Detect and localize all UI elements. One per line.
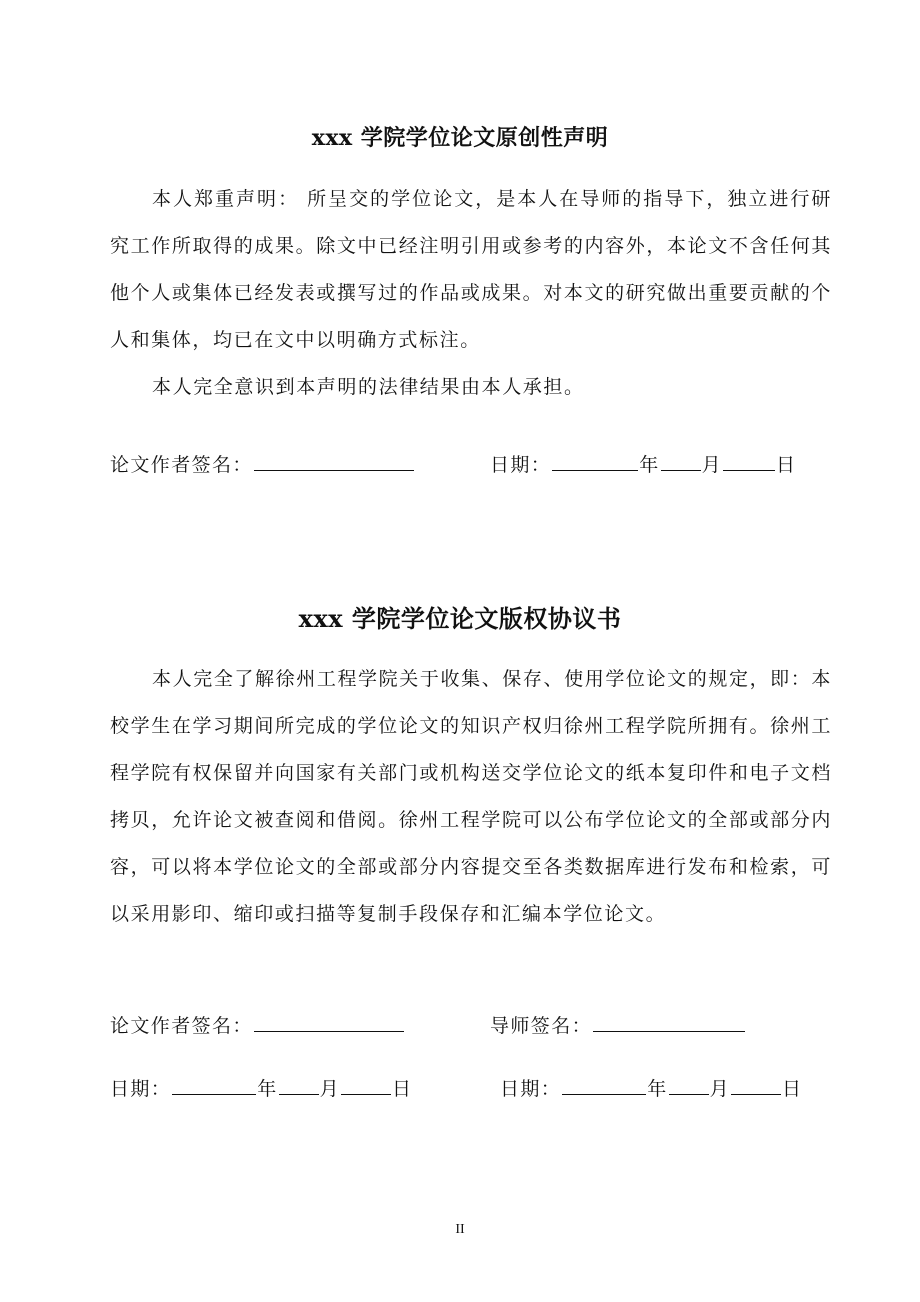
advisor-signature-field[interactable]	[593, 1013, 745, 1032]
author-signature-field[interactable]	[254, 452, 414, 471]
page-number: II	[455, 1222, 465, 1237]
date-label: 日期：	[490, 454, 552, 476]
statement-signature-row	[110, 452, 415, 477]
author-signature-label: 论文作者签名：	[110, 1015, 253, 1037]
agreement-author-date-row	[110, 1076, 412, 1101]
day-field[interactable]	[731, 1076, 781, 1095]
day-label: 日	[776, 454, 797, 476]
copyright-agreement-title: xxx 学院学位论文版权协议书	[298, 604, 622, 633]
copyright-agreement-paragraph: 本人完全了解徐州工程学院关于收集、保存、使用学位论文的规定，即：本校学生在学习期间所完成的学位论文的知识产权归徐州工程学院所拥有。徐州工程学院有权保留并向国家有关部门或机构送交学位论文的纸本复印件和电子文档拷贝，允许论文被查阅和借阅。徐州工程学院可以公布学位论文的全部或部分内容，可以将本学位论文的全部或部分内容提交至各类数据库进行发布和检索，可以采用影印、缩印或扫描等复制手段保存和汇编本学位论文。	[110, 668, 832, 925]
agreement-author-signature-row	[110, 1013, 405, 1038]
originality-statement-paragraph: 本人郑重声明： 所呈交的学位论文，是本人在导师的指导下，独立进行研究工作所取得的成果。除文中已经注明引用或参考的内容外，本论文不含任何其他个人或集体已经发表或撰写过的作品或成果。对本文的研究做出重要贡献的个人和集体，均已在文中以明确方式标注。	[110, 188, 832, 351]
year-label: 年	[639, 454, 660, 476]
year-field[interactable]	[172, 1076, 256, 1095]
month-label: 月	[319, 1078, 341, 1100]
day-field[interactable]	[723, 452, 775, 471]
year-label: 年	[647, 1078, 668, 1100]
author-signature-label: 论文作者签名：	[110, 454, 253, 476]
agreement-advisor-date-row	[500, 1076, 802, 1101]
year-label: 年	[257, 1078, 278, 1100]
author-signature-field[interactable]	[254, 1013, 404, 1032]
month-label: 月	[701, 454, 723, 476]
month-field[interactable]	[279, 1076, 319, 1095]
originality-statement-responsibility: 本人完全意识到本声明的法律结果由本人承担。	[152, 376, 585, 398]
date-label: 日期：	[110, 1078, 172, 1100]
date-label: 日期：	[500, 1078, 562, 1100]
statement-date-row	[490, 452, 796, 477]
month-field[interactable]	[661, 452, 701, 471]
month-label: 月	[709, 1078, 731, 1100]
day-label: 日	[392, 1078, 413, 1100]
year-field[interactable]	[562, 1076, 646, 1095]
day-label: 日	[782, 1078, 803, 1100]
agreement-advisor-signature-row	[490, 1013, 746, 1038]
month-field[interactable]	[669, 1076, 709, 1095]
originality-statement-title: xxx 学院学位论文原创性声明	[311, 125, 609, 151]
advisor-signature-label: 导师签名：	[490, 1015, 593, 1037]
day-field[interactable]	[341, 1076, 391, 1095]
year-field[interactable]	[552, 452, 638, 471]
